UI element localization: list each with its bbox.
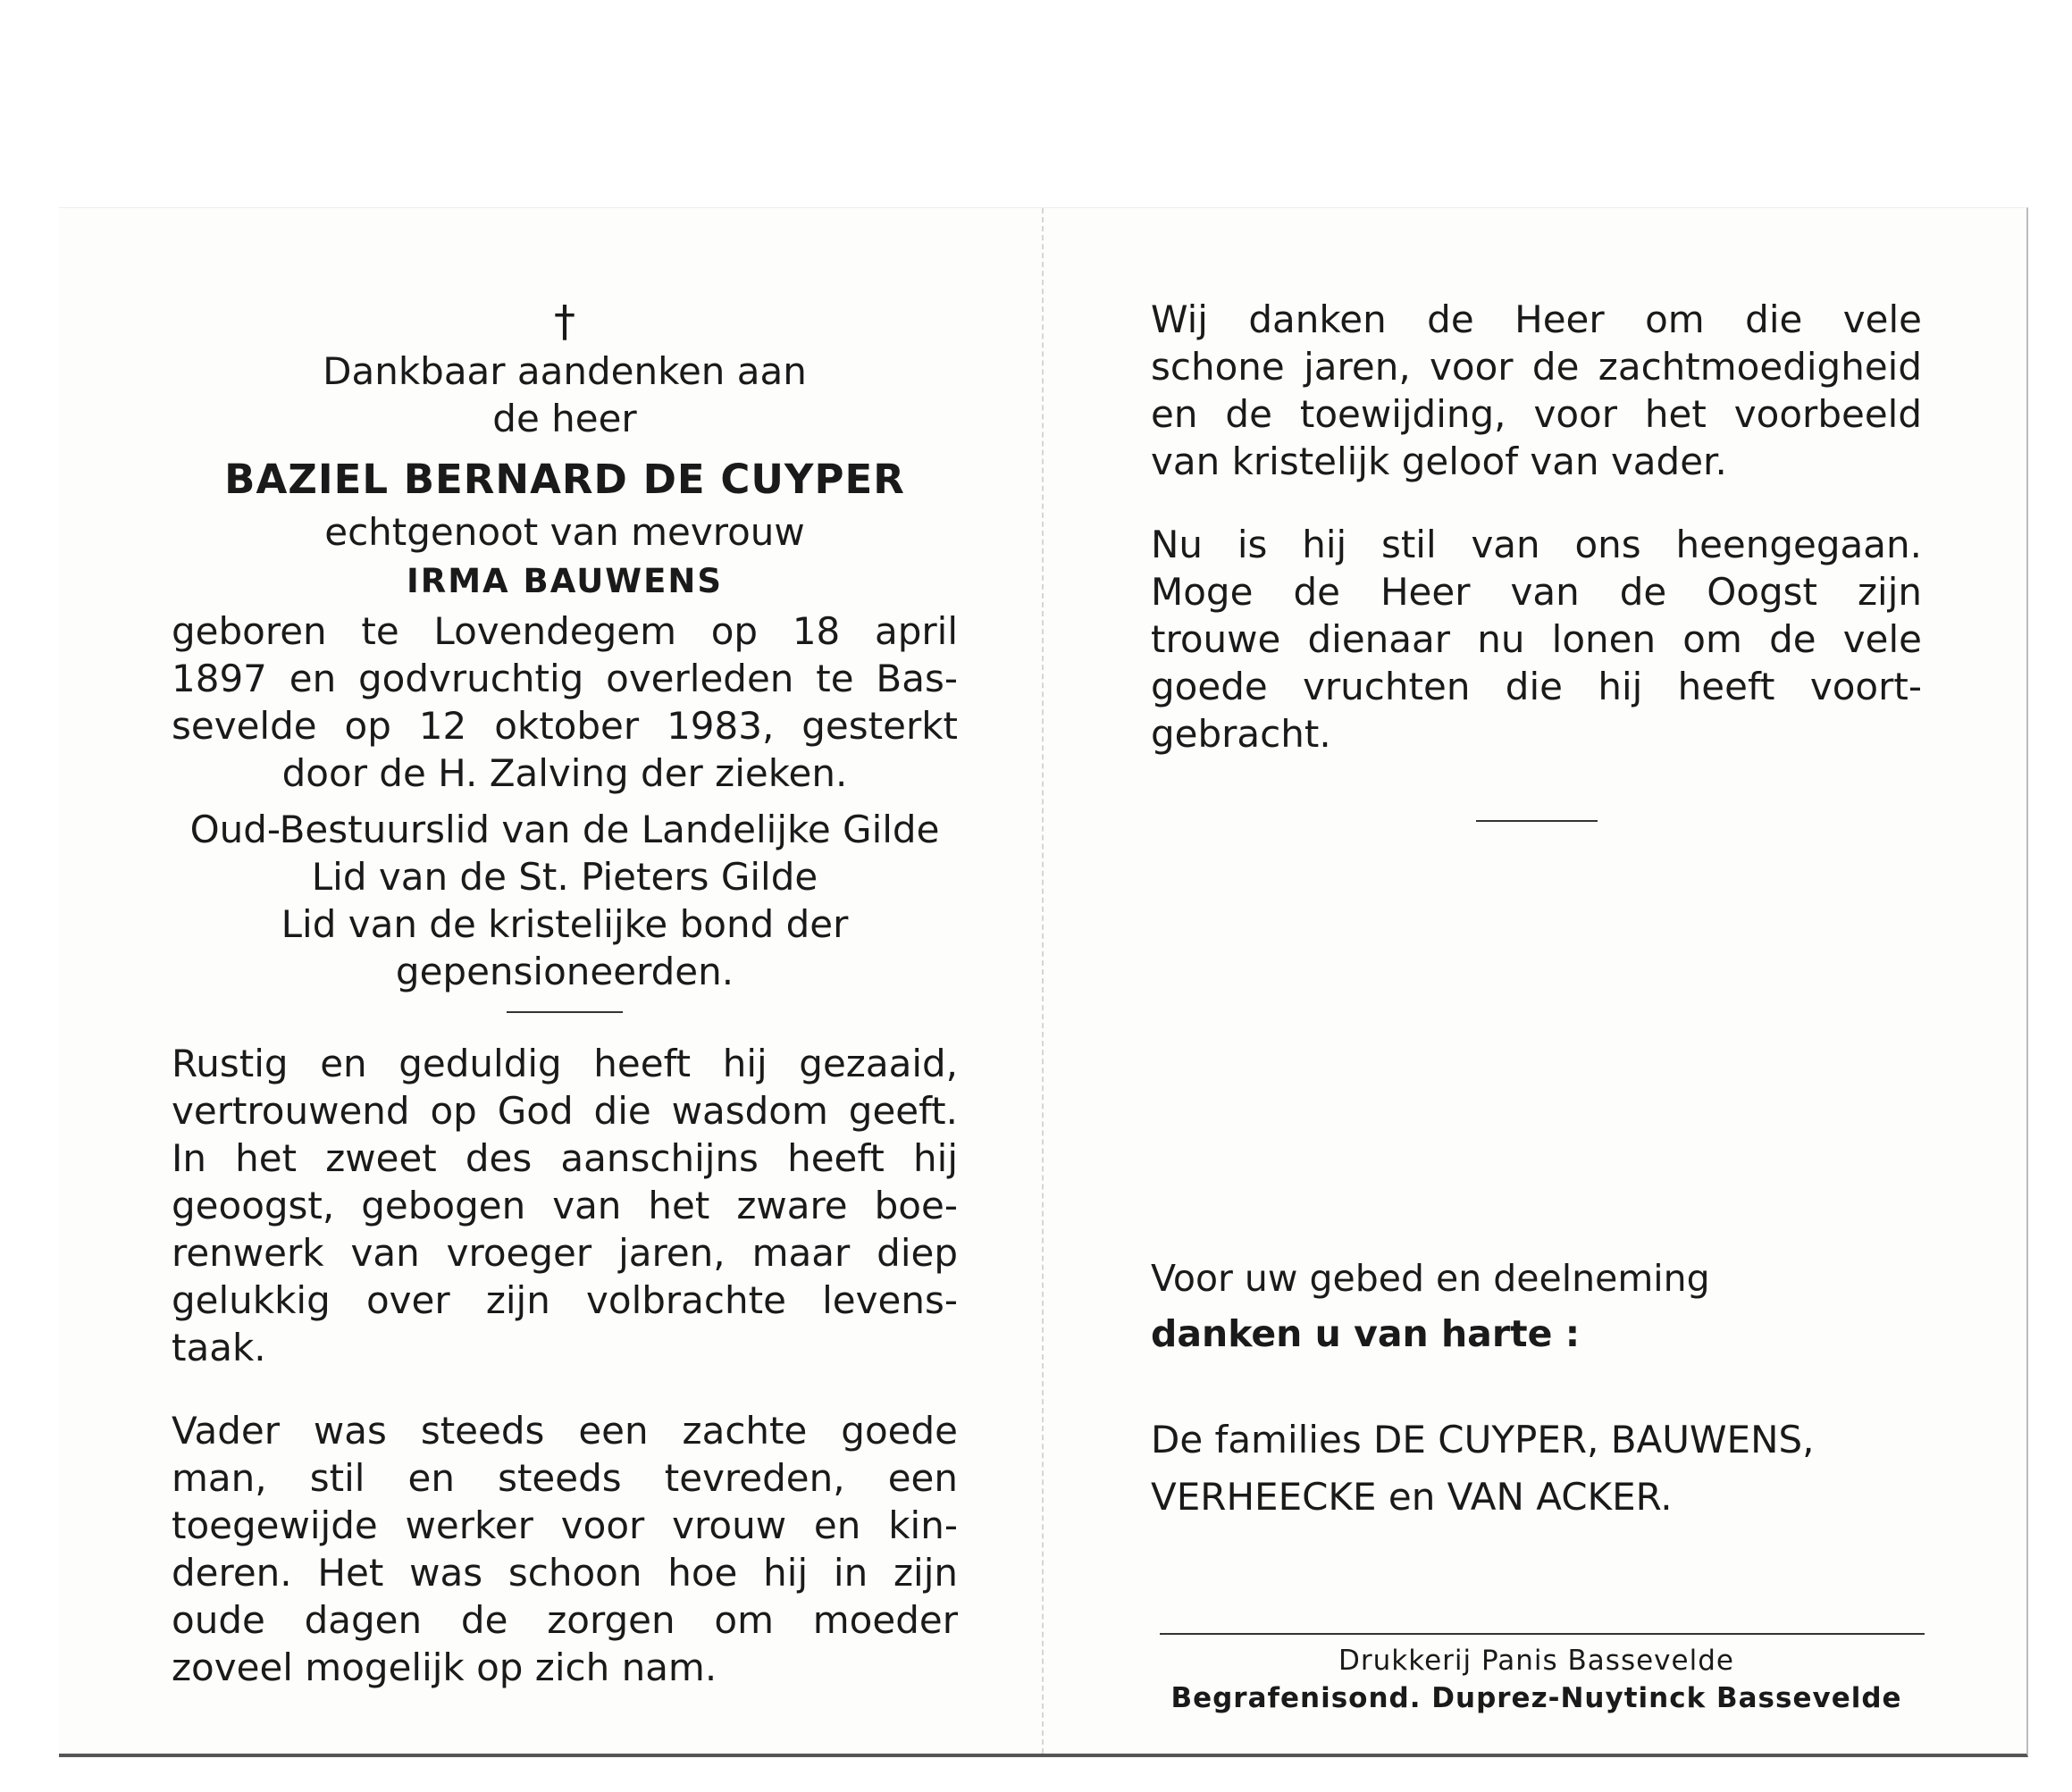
membership-line: Lid van de St. Pieters Gilde — [311, 855, 818, 899]
thanks-line-1: Voor uw gebed en deelneming — [1151, 1257, 1710, 1300]
text-line: van kristelijk geloof van vader. — [1151, 440, 1727, 483]
right-panel — [1151, 208, 1922, 1754]
text-line: taak. — [172, 1326, 266, 1369]
spouse-intro: echtgenoot van mevrouw — [324, 510, 805, 554]
text-line: Wij danken de Heer om die vele — [1151, 297, 1922, 341]
printer-line-1: Drukkerij Panis Bassevelde — [1338, 1645, 1734, 1677]
left-panel — [172, 208, 958, 1754]
memorial-card — [59, 207, 2028, 1757]
bio-line: door de H. Zalving der zieken. — [281, 751, 848, 795]
bio-text — [172, 607, 958, 749]
text-line: geoogst, gebogen van het zware boe- — [172, 1184, 958, 1227]
families-line-1: De families DE CUYPER, BAUWENS, — [1151, 1418, 1815, 1461]
bio-line: 1897 en godvruchtig overleden te Bas- — [172, 657, 958, 700]
intro-line-2: de heer — [492, 397, 637, 440]
text-line: gelukkig over zijn volbrachte levens- — [172, 1278, 958, 1322]
text-line: goede vruchten die hij heeft voort- — [1151, 665, 1922, 708]
membership-line: Oud-Bestuurslid van de Landelijke Gilde — [189, 808, 940, 851]
text-line: deren. Het was schoon hoe hij in zijn — [172, 1551, 958, 1595]
thanks-line-2: danken u van harte : — [1151, 1312, 1581, 1355]
deceased-name: BAZIEL BERNARD DE CUYPER — [224, 456, 905, 503]
text-line: gebracht. — [1151, 712, 1331, 756]
text-line: Nu is hij stil van ons heengegaan. — [1151, 523, 1922, 566]
intro-line-1: Dankbaar aandenken aan — [323, 349, 807, 393]
text-line: man, stil en steeds tevreden, een — [172, 1456, 958, 1500]
cross-icon: † — [554, 297, 575, 347]
card-fold-line — [1042, 208, 1044, 1754]
text-line: oude dagen de zorgen om moeder — [172, 1598, 958, 1642]
text-line: Vader was steeds een zachte goede — [172, 1409, 958, 1453]
text-line: en de toewijding, voor het voorbeeld — [1151, 392, 1922, 436]
families-line-2: VERHEECKE en VAN ACKER. — [1151, 1475, 1673, 1519]
text-line: toegewijde werker voor vrouw en kin- — [172, 1503, 958, 1547]
membership-line: Lid van de kristelijke bond der — [281, 902, 849, 946]
text-line: Rustig en geduldig heeft hij gezaaid, — [172, 1042, 958, 1085]
paragraph-thanks-lord — [1151, 296, 1922, 485]
bio-line: geboren te Lovendegem op 18 april — [172, 609, 958, 653]
printer-line-2: Begrafenisond. Duprez-Nuytinck Bassevelde — [1170, 1682, 1902, 1714]
text-line: zoveel mogelijk op zich nam. — [172, 1645, 717, 1689]
bio-line: sevelde op 12 oktober 1983, gesterkt — [172, 704, 958, 748]
paragraph-sowing — [172, 1040, 958, 1371]
text-line: trouwe dienaar nu lonen om de vele — [1151, 617, 1922, 661]
membership-line: gepensioneerden. — [395, 950, 734, 993]
text-line: Moge de Heer van de Oogst zijn — [1151, 570, 1922, 614]
text-line: vertrouwend op God die wasdom geeft. — [172, 1089, 958, 1133]
paragraph-father — [172, 1407, 958, 1691]
spouse-name: IRMA BAUWENS — [406, 562, 724, 600]
text-line: renwerk van vroeger jaren, maar diep — [172, 1231, 958, 1275]
text-line: In het zweet des aanschijns heeft hij — [172, 1136, 958, 1180]
paragraph-harvest — [1151, 521, 1922, 758]
text-line: schone jaren, voor de zachtmoedigheid — [1151, 345, 1922, 389]
